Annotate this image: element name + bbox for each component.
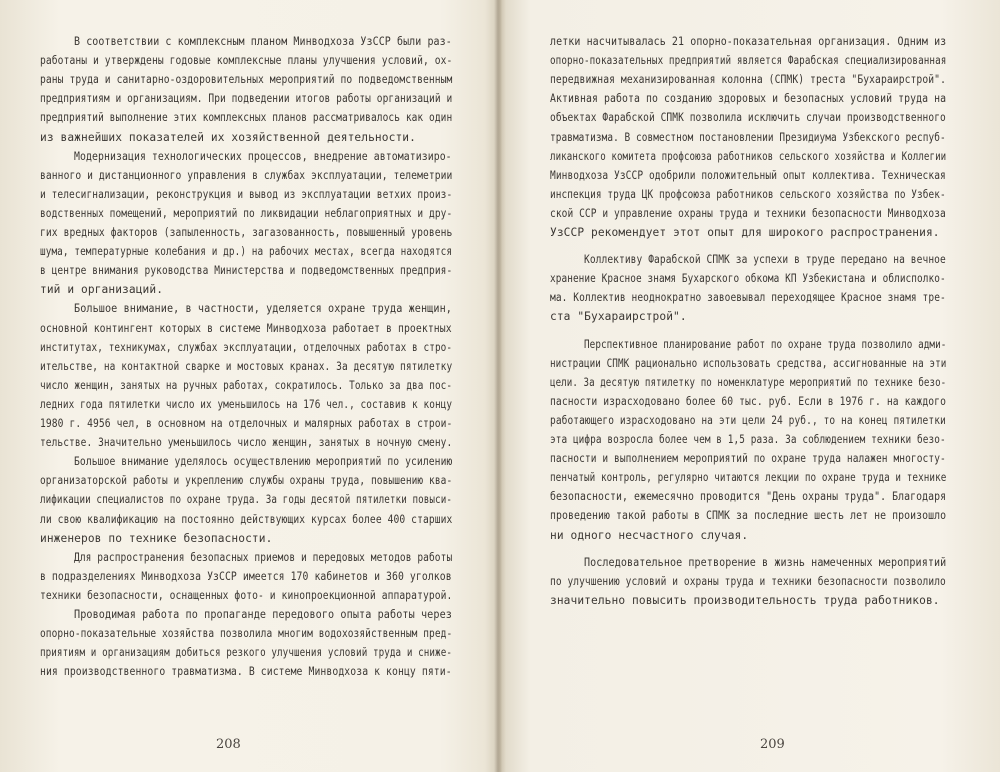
text-line: Модернизация технологических процессов, внедрение автоматизиро- [74,149,452,163]
text-line: передвижная механизированная колонна (СПМК) треста "Бухараирстрой". [550,73,946,87]
text-line: ванного и дистанционного управления в службах эксплуатации, телеметрии [40,168,453,182]
text-line: летки насчитывалась 21 опорно-показательная организация. Одним из [550,35,947,48]
text-line: безопасности, ежемесячно проводится "День охраны труда". Благодаря [550,490,947,504]
text-line: институтах, техникумах, службах эксплуатации, отделочных работах в стро- [40,340,453,354]
text-line: значительно повысить производительность труда работников. [550,593,940,607]
text-line: предприятий выполнение этих комплексных планов рассматривалось как один [40,111,453,125]
text-line: шума, температурные колебания и др.) на рабочих местах, всегда находятся [40,245,453,259]
text-line: В соответствии с комплексным планом Минводхоза УзССР были раз- [74,35,452,48]
text-line: Проводимая работа по пропаганде передового опыта работы через [74,608,452,621]
text-line: Коллективу Фарабской СПМК за успехи в труде передано на вечное [584,253,946,267]
text-line: работающего израсходовано на эти цели 24 руб., то на конец пятилетки [550,413,946,427]
text-line: пасности и выполнением мероприятий по охране труда налажен многосту- [550,452,946,466]
text-line: 1980 г. 4956 чел, в основном на отделочных и малярных работах в строи- [40,417,453,430]
text-line: УзССР рекомендует этот опыт для широкого распространения. [550,226,940,239]
text-line: ительстве, на контактной сварке и мостовых кранах. За десятую пятилетку [40,359,453,373]
text-line: число женщин, занятых на ручных работах, сократилось. Только за два пос- [40,378,453,392]
text-line: Большое внимание уделялось осуществлению мероприятий по усилению [74,455,453,469]
text-line: ликанского комитета профсоюза работников сельского хозяйства и Коллегии [550,149,947,163]
text-line: ния производственного травматизма. В системе Минводхоза к концу пяти- [40,665,452,679]
text-line: ни одного несчастного случая. [550,528,749,542]
text-line: пасности израсходовано более 60 тыс. руб. Если в 1976 г. на каждого [550,394,946,408]
text-line: Минводхоза УзССР одобрили положительный опыт коллектива. Техническая [550,168,946,182]
text-line: в подразделениях Минводхоза УзССР имеется 170 кабинетов и 360 уголков [40,569,452,583]
text-line: проведению такой работы в СПМК за последние шесть лет не произошло [550,509,947,523]
text-line: ской ССР и управление охраны труда и техники безопасности Минводхоза [550,206,946,220]
text-line: водственных помещений, мероприятий по ликвидации неблагоприятных и дру- [40,206,453,220]
left-page-number: 208 [216,737,241,752]
text-line: гих вредных факторов (запыленность, загазованность, повышенный уровень [40,226,453,239]
text-line: в центре внимания руководства Министерства и подведомственных предприя- [40,264,453,278]
text-line: работаны и утверждены годовые комплексные планы улучшения условий, ох- [40,54,453,68]
text-line: тельстве. Значительно уменьшилось число женщин, занятых в ночную смену. [40,436,453,450]
book-gutter [494,0,502,772]
text-line: и телесигнализации, реконструкция и вывод из эксплуатации ветхих произ- [40,187,453,201]
text-line: ма. Коллектив неоднократно завоевывал переходящее Красное знамя тре- [550,291,946,305]
text-line: ледних года пятилетки число их уменьшилось на 176 чел., составив к концу [40,397,453,411]
text-line: инженеров по технике безопасности. [40,531,273,545]
text-line: травматизма. В совместном постановлении Президиума Узбекского респуб- [550,130,946,144]
text-line: ста "Бухараирстрой". [550,310,687,324]
text-line: цели. За десятую пятилетку по номенклатуре мероприятий по технике безо- [550,375,947,389]
text-line: хранение Красное знамя Бухарского обкома КП Узбекистана и облисполко- [550,272,946,286]
text-line: приятиям и организациям добиться резкого улучшения условий труда и сниже- [40,646,452,660]
right-page-number: 209 [760,737,785,752]
text-line: нистрации СПМК рационально использовать средства, ассигнованные на эти [550,356,947,370]
text-line: эта цифра возросла более чем в 1,5 раза. За соблюдением техники безо- [550,433,946,446]
text-line: опорно-показательных предприятий является Фарабская специализированная [550,54,947,68]
text-line: по улучшению условий и охраны труда и техники безопасности позволило [550,574,946,588]
text-line: тий и организаций. [40,283,164,297]
text-line: объектах Фарабской СПМК позволила исключить случаи производственного [550,111,946,125]
text-line: организаторской работы и укреплению службы охраны труда, повышению ква- [40,474,453,488]
text-line: Большое внимание, в частности, уделяется охране труда женщин, [74,302,452,316]
text-line: предприятиям и организациям. При подведении итогов работы организаций и [40,92,453,106]
text-line: Последовательное претворение в жизнь намеченных мероприятий [584,555,947,569]
text-line: раны труда и санитарно-оздоровительных мероприятий по подведомственным [40,73,453,87]
left-page [0,0,494,772]
text-line: техники безопасности, оснащенных фото- и кинопроекционной аппаратурой. [40,588,453,602]
text-line: пенчатый контроль, регулярно читаются лекции по охране труда и технике [550,471,947,485]
text-line: ли свою квалификацию на постоянно действующих курсах более 400 старших [40,512,453,526]
text-line: Перспективное планирование работ по охране труда позволило адми- [584,337,947,351]
text-line: основной контингент которых в системе Минводхоза работает в проектных [40,321,452,335]
text-line: Активная работа по созданию здоровых и безопасных условий труда на [550,92,947,106]
text-line: опорно-показательные хозяйства позволила многим водохозяйственным пред- [40,627,453,641]
right-page [502,0,1000,772]
text-line: лификации специалистов по охране труда. За годы десятой пятилетки повыси- [40,493,452,507]
text-line: Для распространения безопасных приемов и передовых методов работы [74,550,453,564]
text-line: из важнейших показателей их хозяйственной деятельности. [40,130,416,144]
text-line: инспекция труда ЦК профсоюза работников сельского хозяйства по Узбек- [550,187,946,201]
